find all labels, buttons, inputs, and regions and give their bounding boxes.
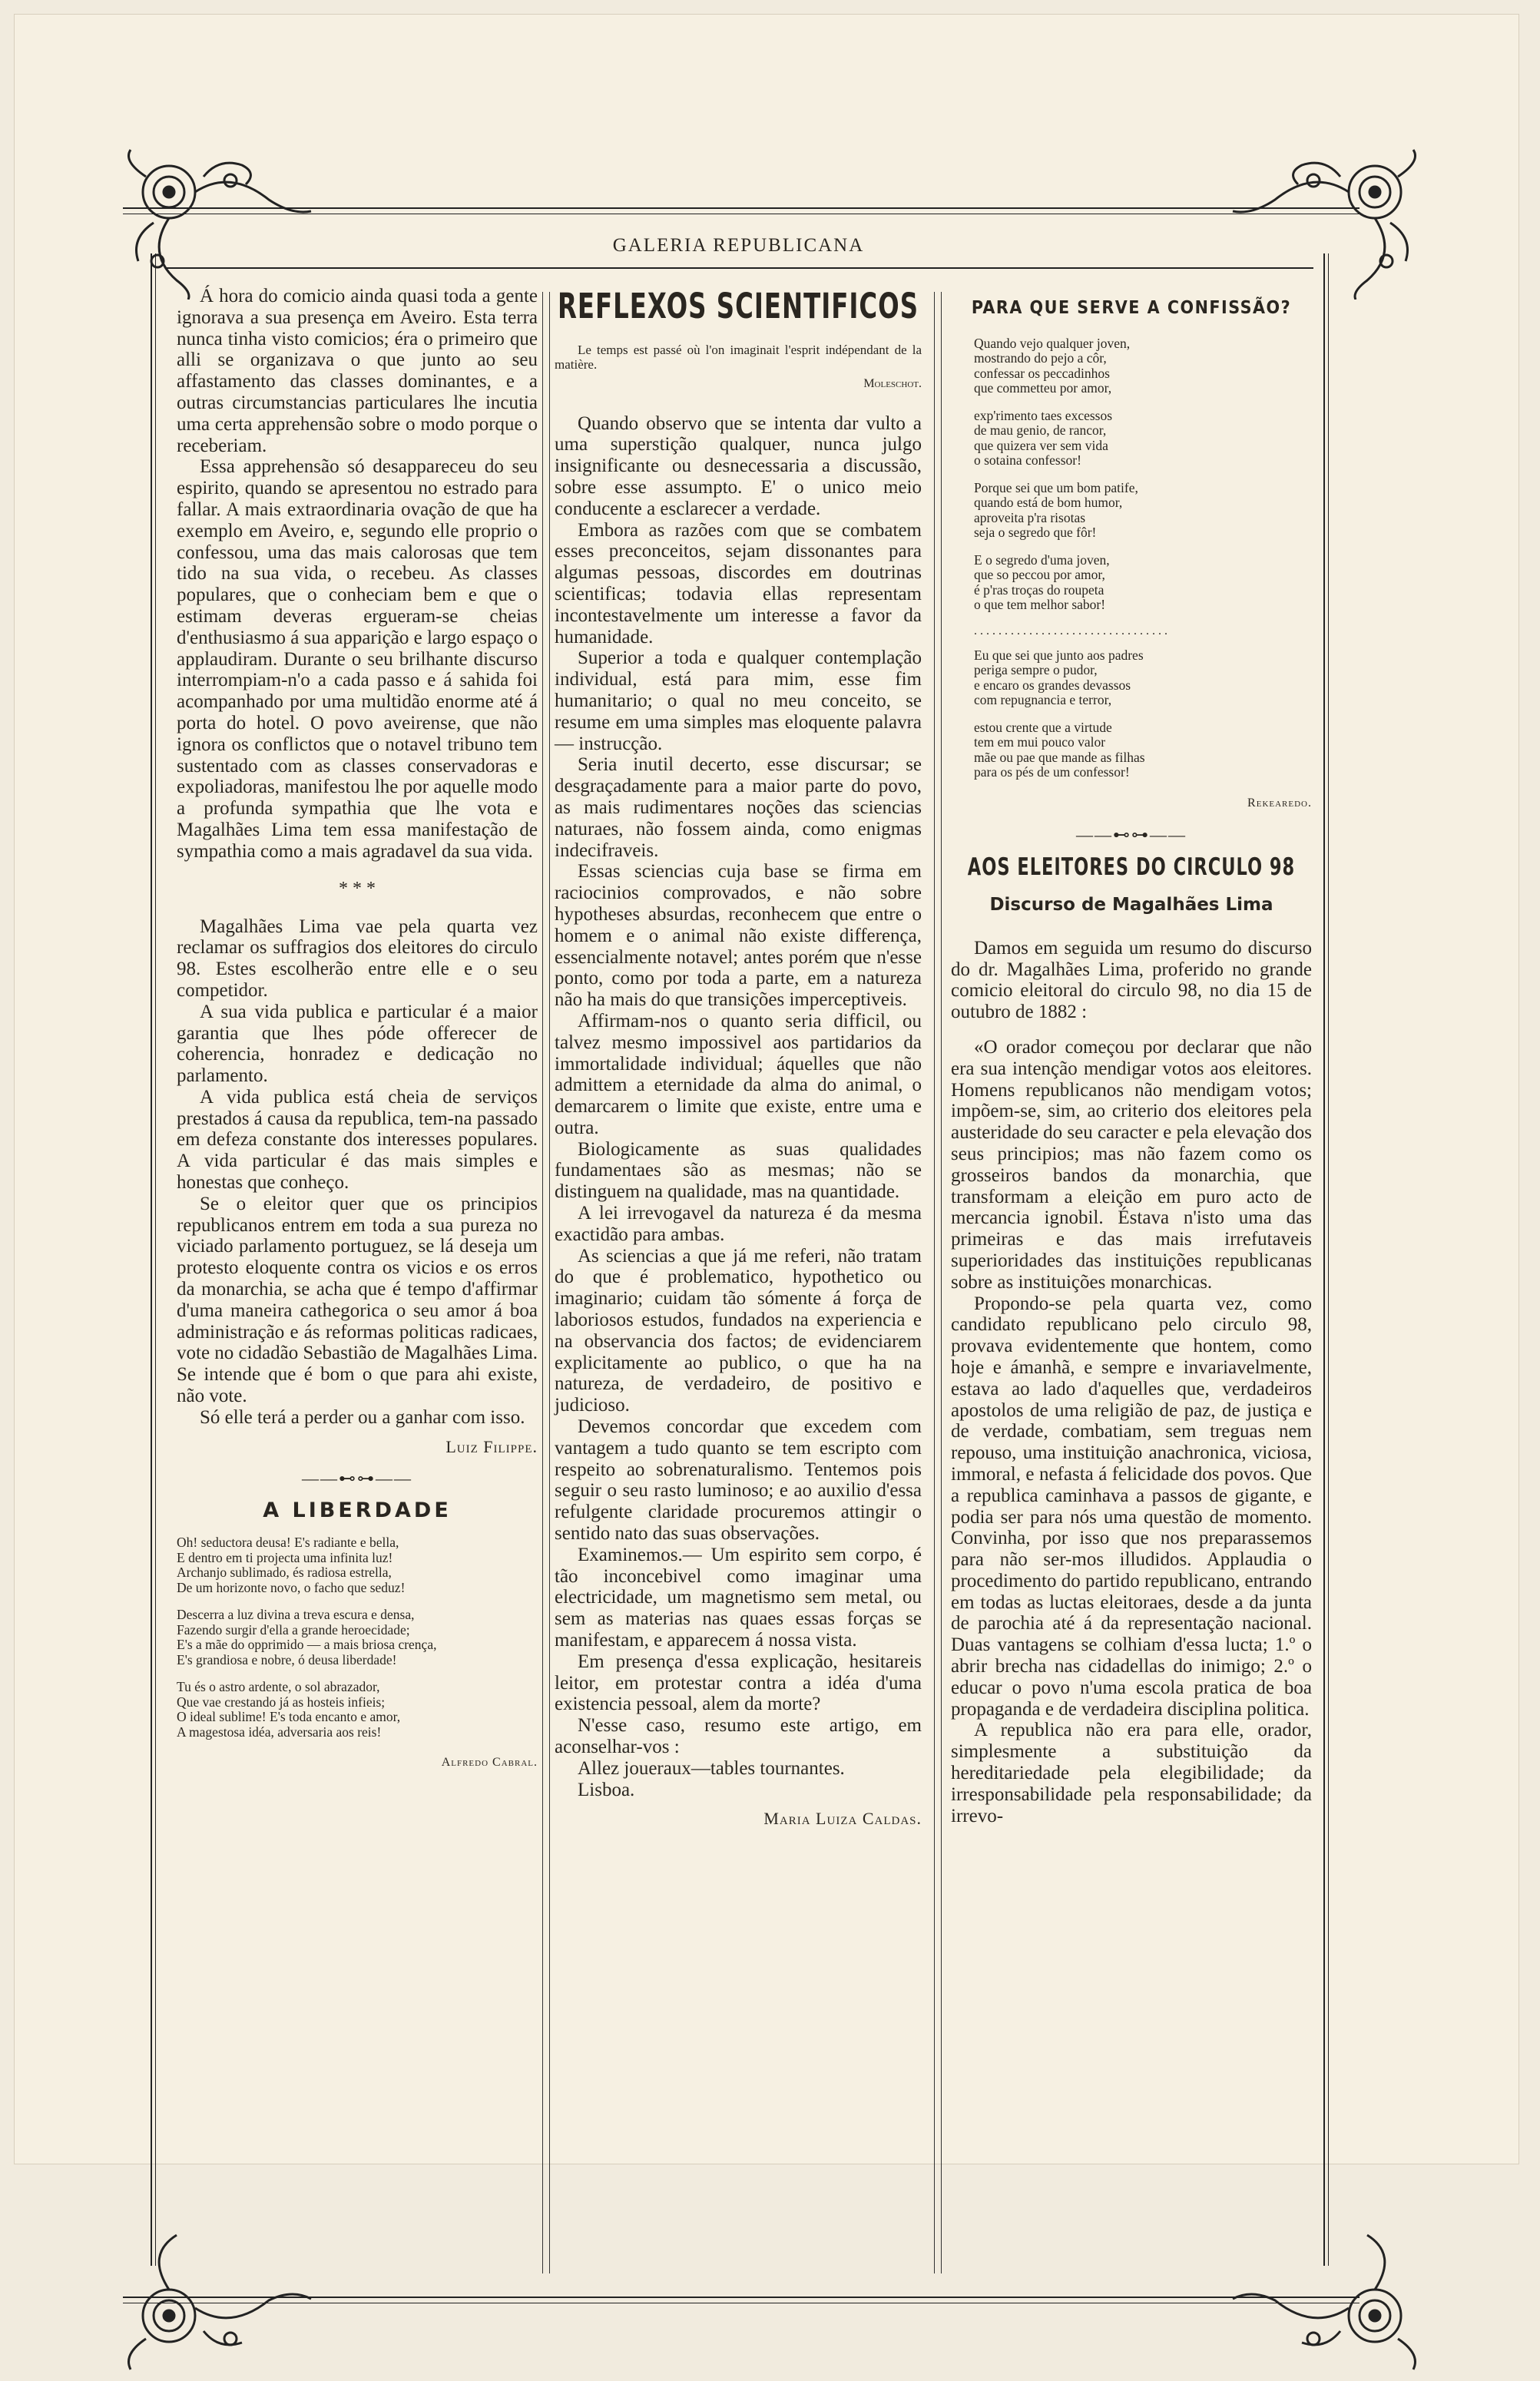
paragraph: Allez joueraux—tables tournantes. xyxy=(578,1757,845,1779)
article-subtitle: Discurso de Magalhães Lima xyxy=(989,894,1273,915)
separator-ornament: ——⊷⊶—— xyxy=(1076,825,1187,845)
paragraph: Magalhães Lima vae pela quarta vez reclamar os suffragios dos eleitores do circulo 98. Estes escolherão entre elle e o seu competidor. xyxy=(177,916,538,1001)
poem-stanza: Eu que sei que junto aos padres periga sempre o pudor, e encaro os grandes devassos com repugnancia e terror, xyxy=(974,647,1144,708)
paragraph: Propondo-se pela quarta vez, como candidato republicano pelo circulo 98, provava evidentemente que hontem, como hoje e ámanhã, e sempre e invariavelmente, estava ao lado d'aquelles que, verdadeiros apostolos de uma religião de paz, de justiça e de verdade, combatiam, sem treguas nem repouso, uma instituição anachronica, viciosa, immoral, e nefasta á felicidade dos povos. Que a republica caminhava a passos de gigante, e podia ser para nós uma questão de momento. Convinha, por isso que nos preparassemos para não ser-mos illudidos. Applaudia o procedimento do partido republicano, entrando em todas as luctas eleitoraes, desde a da junta de parochia até á da representação nacional. Duas vantagens se colhiam d'essa lucta; 1.º o abrir brecha nas cidadellas do inimigo; 2.º o educar o povo n'uma escola pratica de boa propaganda e de verdadeira disciplina politica. xyxy=(951,1293,1312,1720)
corner-ornament-top-right xyxy=(1229,146,1429,300)
paragraph: Superior a toda e qualquer contemplação individual, está para mim, esse fim humanitario; o qual no meu conceito, se resume em uma simples mas eloquente palavra — instrucção. xyxy=(555,647,922,754)
corner-ornament-bottom-left xyxy=(115,2224,315,2377)
paragraph: N'esse caso, resumo este artigo, em aconselhar-vos : xyxy=(555,1715,922,1757)
paragraph: As sciencias a que já me referi, não tratam do que é problematico, hypothetico ou imaginario; cuidam tão sómente á força de laboriosos estudos, fundados na experiencia e na observancia dos factos; de evidenciarem explicitamente ao publico, o que ha na natureza, de verdadeiro, de positivo e judicioso. xyxy=(555,1245,922,1416)
separator-ornament: ——⊷⊶—— xyxy=(302,1469,412,1489)
corner-ornament-top-left xyxy=(115,146,315,300)
paragraph: Essa apprehensão só desappareceu do seu espirito, quando se apresentou no estrado para fallar. A mais extraordinaria ovação de que ha exemplo em Aveiro, e, segundo elle proprio o confessou, uma das mais calorosas que tem tido na sua vida, o recebeu. As classes populares, que o conheciam bem e que o estimam deveras ergueram-se cheias d'enthusiasmo á sua apparição e largo espaço o applaudiram. Durante o seu brilhante discurso interrompiam-n'o a cada passo e á sahida foi acompanhado por uma multidão enorme até á porta do hotel. O povo aveirense, que não ignora os conflictos que o notavel tribuno tem sustentado com as classes conservadoras e expoliadoras, manifestou lhe por aquelle modo a profunda sympathia que lhe vota e Magalhães Lima tem essa manifestação de sympathia como a mais agradavel da sua vida. xyxy=(177,456,538,862)
poem-signature: Alfredo Cabral. xyxy=(441,1756,538,1770)
poem-title: A LIBERDADE xyxy=(263,1498,452,1523)
paragraph: Em presença d'essa explicação, hesitareis leitor, em protestar contra a idéa d'uma existencia pessoal, alem da morte? xyxy=(555,1651,922,1715)
paragraph: A sua vida publica e particular é a maior garantia que lhes póde offerecer de coherencia, honradez e dedicação no parlamento. xyxy=(177,1001,538,1087)
corner-ornament-bottom-right xyxy=(1229,2224,1429,2377)
column-divider-1 xyxy=(542,292,550,2273)
paragraph: Damos em seguida um resumo do discurso do dr. Magalhães Lima, proferido no grande comicio eleitoral do circulo 98, no dia 15 de outubro de 1882 : xyxy=(951,937,1312,1023)
section-stars: * * * xyxy=(339,878,376,899)
column-2 xyxy=(555,286,922,1974)
frame-right-rule xyxy=(1323,253,1329,2266)
poem-stanza: estou crente que a virtude tem em mui pouco valor mãe ou pae que mande as filhas para os pés de um confessor! xyxy=(974,719,1145,780)
paragraph: Lisboa. xyxy=(578,1779,635,1800)
poem-title: PARA QUE SERVE A CONFISSÃO? xyxy=(971,298,1292,318)
frame-left-rule xyxy=(151,253,156,2266)
article-title: AOS ELEITORES DO CIRCULO 98 xyxy=(967,853,1296,881)
poem-stanza: Descerra a luz divina a treva escura e densa, Fazendo surgir d'ella a grande heroecidade; E's a mãe do opprimido — a mais briosa crença, E's grandiosa e nobre, ó deusa liberdade! xyxy=(177,1607,437,1667)
epigraph: Le temps est passé où l'on imaginait l'esprit indépendant de la matière. xyxy=(555,342,922,372)
paragraph: Devemos concordar que excedem com vantagem a tudo quanto se tem escripto com respeito ao sobrenaturalismo. Tentemos pois seguir o seu rasto luminoso; e ao auxilio d'essa refulgente claridade procuremos attingir o sentido nato das suas observações. xyxy=(555,1416,922,1545)
paragraph: «O orador começou por declarar que não era sua intenção mendigar votos aos eleitores. Homens republicanos não mendigam votos; impõem-se, sim, ao criterio dos eleitores pela austeridade do seu caracter e pela elevação dos seus principios; mas não fazem como os grosseiros bandos da monarchia, que transformam a eleição em puro acto de mercancia ignobil. Éstava n'isto uma das primeiras e das mais irrefutaveis superioridades das instituições republicanas sobre as instituições monarchicas. xyxy=(951,1036,1312,1293)
poem-stanza: Tu és o astro ardente, o sol abrazador, Que vae crestando já as hosteis infieis; O ideal sublime! E's toda encanto e amor, A magestosa idéa, adversaria aos reis! xyxy=(177,1679,401,1740)
epigraph-author: Moleschot. xyxy=(863,376,922,390)
paragraph: Biologicamente as suas qualidades fundamentaes são as mesmas; não se distinguem na qualidade, mas na quantidade. xyxy=(555,1138,922,1203)
article-title: REFLEXOS SCIENTIFICOS xyxy=(557,286,919,327)
header-rule xyxy=(165,267,1313,269)
paragraph: Examinemos.— Um espirito sem corpo, é tão inconcebivel como imaginar uma electricidade, um magnetismo sem metal, ou sem as materias nas quaes essas forças se manifestam, e apparecem á nossa vista. xyxy=(555,1544,922,1651)
paragraph: Seria inutil decerto, esse discursar; se desgraçadamente para a maior parte do povo, as mais rudimentares noções das sciencias naturaes, não fossem ainda, como enigmas indecifraveis. xyxy=(555,754,922,861)
ellipsis-line: ................................ xyxy=(974,624,1171,637)
column-divider-2 xyxy=(934,292,942,2273)
paragraph: Á hora do comicio ainda quasi toda a gente ignorava a sua presença em Aveiro. Esta terra nunca tinha visto comicios; éra o primeiro que alli se organizava o que junto ao seu affastamento das classes dominantes, e a outras circumstancias particulares lhe incutia uma certa apprehensão sobre o modo porque o receberiam. xyxy=(177,286,538,456)
author-signature: Luiz Filippe. xyxy=(445,1436,538,1456)
paragraph: A lei irrevogavel da natureza é da mesma exactidão para ambas. xyxy=(555,1203,922,1245)
paragraph: Affirmam-nos o quanto seria difficil, ou talvez mesmo impossivel aos partidarios da immortalidade individual; áquelles que não admittem a eternidade da alma do animal, o demarcarem o limite que existe, entre uma e outra. xyxy=(555,1010,922,1138)
paragraph: Se o eleitor quer que os principios republicanos entrem em toda a sua pureza no viciado parlamento portuguez, se lá deseja um protesto eloquente contra os vicios e os erros da monarchia, se acha que é tempo d'affirmar d'uma maneira cathegorica o seu amor á boa administração e ás reformas politicas radicaes, vote no cidadão Sebastião de Magalhães Lima. Se intende que é bom o que para ahi existe, não vote. xyxy=(177,1193,538,1407)
paragraph: Só elle terá a perder ou a ganhar com isso. xyxy=(200,1406,525,1428)
paragraph: Embora as razões com que se combatem esses preconceitos, sejam dissonantes para algumas pessoas, discordes em doutrinas scientificas; todavia ellas representam incontestavelmente um interesse a favor da humanidade. xyxy=(555,519,922,647)
author-signature: Maria Luiza Caldas. xyxy=(763,1809,922,1829)
paragraph: Essas sciencias cuja base se firma em raciocinios comprovados, e não sobre hypotheses absurdas, reconhecem que entre o homem e o animal não existe differença, essencialmente notavel; antes porém que n'esse ponto, como por toda a parte, em a natureza não ha mais do que transições imperceptiveis. xyxy=(555,861,922,1011)
poem-stanza: Quando vejo qualquer joven, mostrando do pejo a côr, confessar os peccadinhos que commetteu por amor, xyxy=(974,335,1131,396)
paragraph: A republica não era para elle, orador, simplesmente a substituição da hereditariedade pela elegibilidade; da irresponsabilidade pela responsabilidade; da irrevo- xyxy=(951,1720,1312,1826)
poem-signature: Rekearedo. xyxy=(1247,796,1312,810)
column-3 xyxy=(951,286,1312,1974)
paragraph: Quando observo que se intenta dar vulto a uma superstição qualquer, nunca julgo insignificante ou desnecessaria a discussão, sobre esse assumpto. E' o unico meio conducente a esclarecer a verdade. xyxy=(555,412,922,519)
poem-stanza: Oh! seductora deusa! E's radiante e bella, E dentro em ti projecta uma infinita luz! Archanjo sublimado, és radiosa estrella, De um horizonte novo, o facho que seduz! xyxy=(177,1535,406,1595)
paragraph: A vida publica está cheia de serviços prestados á causa da republica, tem-na passado em defeza constante dos interesses populares. A vida particular é das mais simples e honestas que conheço. xyxy=(177,1086,538,1194)
column-1 xyxy=(177,286,538,1974)
running-title: GALERIA REPUBLICANA xyxy=(612,235,865,256)
poem-stanza: Porque sei que um bom patife, quando está de bom humor, aproveita p'ra risotas seja o segredo que fôr! xyxy=(974,479,1138,541)
poem-stanza: E o segredo d'uma joven, que so peccou por amor, é p'ras troças do roupeta o que tem melhor sabor! xyxy=(974,551,1110,613)
poem-stanza: exp'rimento taes excessos de mau genio, de rancor, que quizera ver sem vida o sotaina confessor! xyxy=(974,407,1113,469)
